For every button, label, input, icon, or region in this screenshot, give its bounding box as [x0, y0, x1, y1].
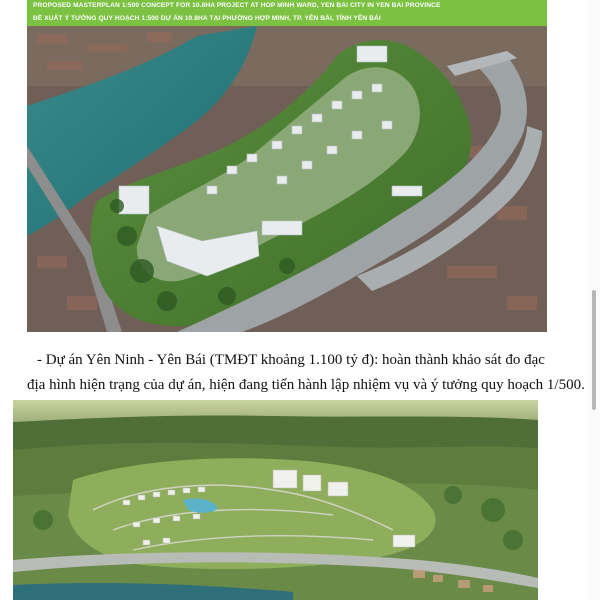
aerial-render-bottom — [13, 400, 538, 600]
banner-title-vietnamese: ĐỀ XUẤT Ý TƯỞNG QUY HOẠCH 1:500 DỰ ÁN 10.8HA TẠI PHƯỜNG HỢP MINH, TP. YÊN BÁI, TỈNH YÊN BÁI — [33, 15, 381, 22]
vertical-scrollbar-thumb[interactable] — [592, 290, 596, 410]
yen-ninh-aerial-image — [13, 400, 538, 600]
paragraph-line-1: - Dự án Yên Ninh - Yên Bái (TMĐT khoảng 1.100 tỷ đ): hoàn thành khảo sát đo đạc — [37, 352, 545, 368]
paragraph-line-2: địa hình hiện trạng của dự án, hiện đang tiến hành lập nhiệm vụ và ý tưởng quy hoạch 1/500. — [27, 377, 585, 393]
masterplan-banner — [27, 0, 547, 26]
aerial-render-top — [27, 26, 547, 332]
banner-title-english: PROPOSED MASTERPLAN 1:500 CONCEPT FOR 10.8HA PROJECT AT HOP MINH WARD, YEN BAI CITY IN YEN BAI PROVINCE — [33, 2, 441, 9]
masterplan-aerial-image — [27, 0, 547, 332]
project-description-paragraph — [27, 348, 585, 398]
